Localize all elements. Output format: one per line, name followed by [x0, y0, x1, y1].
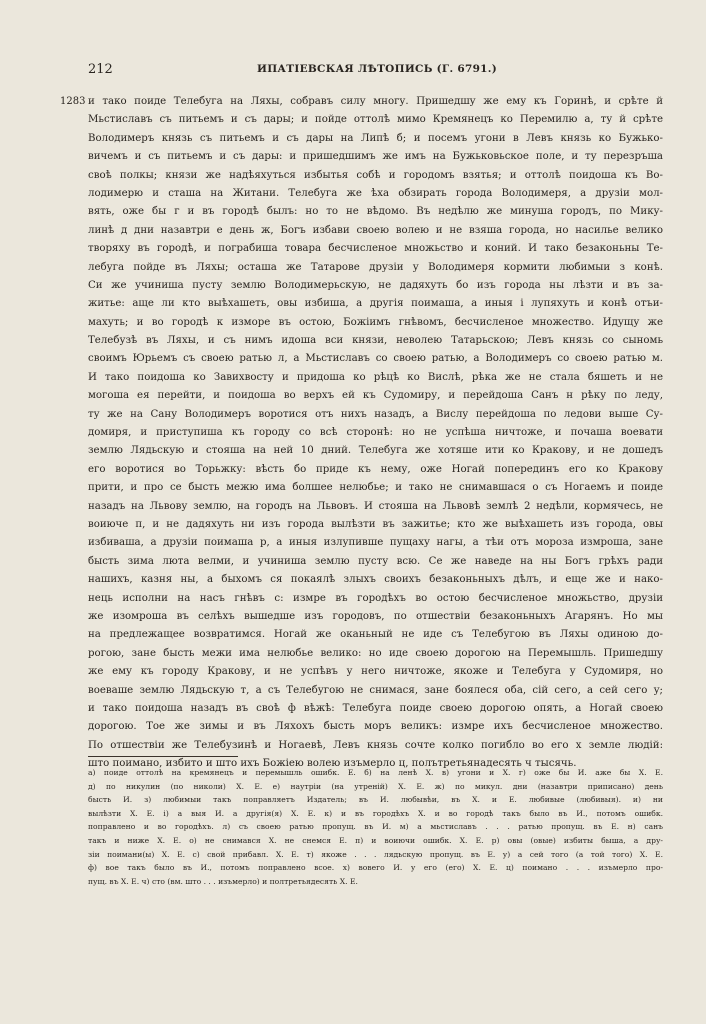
body-line: же изомроша въ селѣхъ вышедше изъ городовъ, по отшествіи безаконьныхъ Агарянъ. Но мы — [88, 610, 663, 622]
body-line: творяху въ городѣ, и пограбиша товара бесчисленое множьство и коний. И тако безаконьны Те- — [88, 243, 663, 255]
body-line: дорогою. Тое же зимы и въ Ляхохъ бысть моръ великъ: измре ихъ бесчисленое множество. — [88, 721, 663, 733]
body-line: своѣ полкы; князи же надѣяхуться избытья собѣ и городомъ взятья; и оттолѣ поидоша къ Во- — [88, 169, 663, 181]
footnote-line: поправлено и во городѣхъ. л) съ своею ратью пропущ. въ И. м) а мьстиславъ . . . ратью пропущ. въ Е. н) санъ — [88, 822, 663, 832]
body-line: Си же учиниша пусту землю Володимерьскую, не дадяхуть бо изъ города ны лѣзти и въ за- — [88, 279, 663, 291]
body-line: же ему къ городу Кракову, и не успѣвъ у него ничтоже, якоже и Телебуга у Судомиря, но — [88, 666, 663, 678]
running-title: ИПАТІЕВСКАЯ ЛѢТОПИСЬ (Г. 6791.) — [256, 63, 498, 75]
footnote-line: пущ. въ Х. Е. ч) сто (вм. што . . . изъмерло) и полтретьядесять Х. Е. — [88, 876, 358, 886]
footnotes — [88, 766, 663, 888]
body-line: Мьстиславъ съ питьемъ и съ дары; и пойде оттолѣ мимо Кремянецъ ко Перемилю а, ту й срѣте — [88, 114, 663, 126]
body-line: на предлежащее возвратимся. Ногай же оканьный не иде съ Телебугою въ Ляхы одиною до- — [88, 629, 663, 641]
body-line: махуть; и во городѣ к изморе въ остою, Божіимъ гнѣвомъ, бесчисленое множество. Идущу же — [88, 316, 663, 328]
body-line: прити, и про се бысть межю има болшее нелюбье; и тако не снимавшася о съ Ногаемъ и поиде — [88, 482, 663, 494]
footnote-line: такъ и ниже Х. Е. о) не снимався Х. не снемся Е. п) и воиючи ошибк. Х. Е. р) овы (овые) избиты быша, а дру- — [88, 835, 663, 845]
body-line: житье: аще ли кто выѣхашеть, овы избиша, а другія поимаша, а иныя і лупяхуть и конѣ отъи- — [88, 298, 663, 310]
page-number: 212 — [88, 62, 113, 77]
body-line: линѣ д дни назавтри е день ж, Богъ избави своею волею и не взяша города, но насилье велико — [88, 224, 663, 236]
footnote-line: вылѣзти Х. Е. і) а выя И. а другія(я) Х. Е. к) и въ городѣхъ Х. и во городѣ такъ было въ И., потомъ ошибк. — [88, 808, 663, 818]
body-line: Володимеръ князь съ питьемъ и съ дары на Липѣ б; и посемъ угони в Левъ князь ко Бужько- — [88, 132, 663, 144]
body-line: лебуга пойде въ Ляхы; осташа же Татарове друзіи у Володимеря кормити любимыи з конѣ. — [88, 261, 663, 273]
body-line: лодимерю и сташа на Житани. Телебуга же ѣха обзирать города Володимеря, а друзіи мол- — [88, 187, 663, 199]
body-line: назадъ на Львову землю, на городъ на Львовъ. И стояша на Львовѣ землѣ 2 недѣли, кормячесь, не — [88, 500, 663, 512]
body-line: нашихъ, казня ны, а быхомъ ся покаялѣ злыхъ своихъ безаконьныхъ дѣлъ, и еще же и нако- — [88, 574, 663, 586]
body-line: бысть зима люта велми, и учиниша землю пусту всю. Се же наведе на ны Богъ грѣхъ ради — [88, 555, 663, 567]
footnote-separator — [88, 756, 238, 757]
page-header — [88, 62, 666, 80]
body-line: нець исполни на насъ гнѣвъ с: измре въ городѣхъ во остою бесчисленое множьство, друзіи — [88, 592, 663, 604]
body-line: вичемъ и съ питьемъ и съ дары: и пришедшимъ же имъ на Бужьковьское поле, и ту перезръша — [88, 151, 663, 163]
footnote-line: зіи поимани(ы) Х. Е. с) свой прибавл. Х. Е. т) якоже . . . лядьскую пропущ. въ Е. у) а сей того (а той того) Х. Е. — [88, 849, 663, 859]
body-line: И тако поидоша ко Завихвосту и придоша ко рѣцѣ ко Вислѣ, рѣка же не стала бяшеть и не — [88, 371, 663, 383]
body-line: и тако поиде Телебуга на Ляхы, собравъ силу многу. Пришедшу же ему къ Горинѣ, и срѣте й — [88, 96, 663, 107]
body-line: воиюче п, и не дадяхуть ни изъ города вылѣзти въ зажитье; кто же выѣхашеть изъ города, овы — [88, 518, 663, 530]
footnote-line: д) по никулин (по николи) Х. Е. е) наутріи (на утреній) Х. Е. ж) по микул. дни (назавтри приписано) день — [88, 781, 663, 791]
body-line: и тако поидоша назадъ въ своѣ ф вѣжѣ: Телебуга поиде своею дорогою опять, а Ногай своею — [88, 702, 663, 714]
body-line: рогою, зане бысть межи има нелюбье велико: но иде своею дорогою на Перемышль. Пришедшу — [88, 647, 663, 659]
footnote-line: ф) вое такъ было въ И., потомъ поправлено всое. х) вовего И. у его (его) Х. Е. ц) поимано . . . изъмерло про- — [88, 863, 663, 873]
body-line: По отшествіи же Телебузинѣ и Ногаевѣ, Левъ князь сочте колко погибло во его х земле людій: — [88, 739, 663, 751]
body-line: землю Лядьскую и стояша на ней 10 дний. Телебуга же хотяше ити ко Кракову, и не дошедъ — [88, 445, 663, 457]
body-line: своимъ Юрьемъ съ своею ратью л, а Мьстиславъ со своею ратью, а Володимеръ со своею ратью м. — [88, 353, 663, 365]
body-line: што поимано, избито и што ихъ Божіею волею изъмерло ц, полътретьянадесять ч тысячь. — [88, 758, 577, 770]
margin-year: 1283 — [60, 96, 86, 107]
body-line: Телебузѣ въ Ляхы, и съ нимъ идоша вси князи, неволею Татарьскою; Левъ князь со сыномь — [88, 335, 663, 347]
body-line: воеваше землю Лядьскую т, а съ Телебугою не снимася, зане боялеся оба, сій сего, а сей сего у; — [88, 684, 663, 696]
body-line: домиря, и приступиша къ городу со всѣ сторонѣ: но не успѣша ничтоже, и почаша воевати — [88, 427, 663, 439]
footnote-line: бысть И. з) любимыи такъ поправляетъ Издатель; въ И. любывѣи, въ Х. и Е. любивые (любивыя). и) ни — [88, 795, 663, 805]
body-line: могоша ея перейти, и поидоша во верхъ ей къ Судомиру, и перейдоша Санъ н рѣку по леду, — [88, 390, 663, 402]
main-text — [88, 93, 663, 773]
body-line: вять, оже бы г и въ городѣ былъ: но то не вѣдомо. Въ недѣлю же минуша городъ, по Мику- — [88, 206, 663, 218]
footnote-line: а) поиде оттолѣ на кремянецъ и перемышль ошибк. Е. б) на ленѣ Х. в) угони и Х. г) оже бы И. аже бы Х. Е. — [88, 768, 663, 777]
body-line: его воротися во Торьжку: вѣсть бо приде къ нему, оже Ногай поперединъ его ко Кракову — [88, 463, 663, 475]
body-line: избиваша, а друзіи поимаша р, а иныя излупивше пущаху нагы, а тѣи отъ мороза измроша, зане — [88, 537, 663, 549]
body-line: ту же на Сану Володимеръ воротися отъ нихъ назадъ, а Вислу перейдоша по ледови выше Су- — [88, 408, 663, 420]
